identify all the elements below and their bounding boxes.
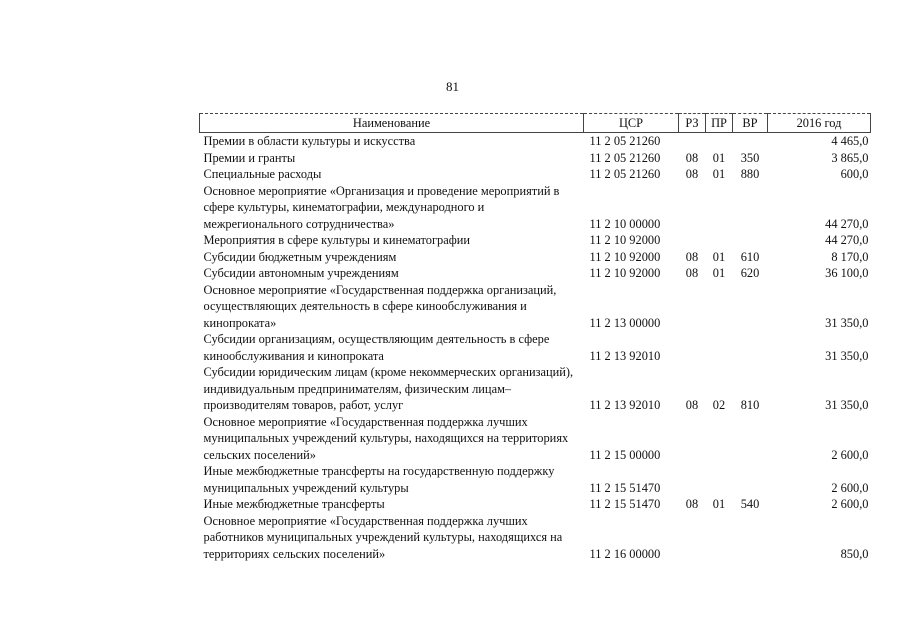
- cell-rz: 08: [685, 266, 699, 280]
- cell-name: Основное мероприятие «Организация и проведение мероприятий в сфере культуры, кинематографии, международного и межрегионального сотрудничества»: [203, 183, 560, 231]
- cell-amount: 3 865,0: [831, 150, 869, 165]
- cell-vr: [733, 414, 768, 464]
- cell-pr: 01: [712, 167, 726, 181]
- cell-csr: 11 2 15 51470: [589, 497, 661, 511]
- cell-vr: [733, 463, 768, 496]
- cell-pr: 01: [712, 249, 726, 264]
- cell-amount: 8 170,0: [831, 249, 869, 264]
- cell-csr: 11 2 10 92000: [589, 233, 661, 247]
- table-row: [200, 232, 871, 249]
- cell-rz: 08: [685, 150, 699, 165]
- cell-vr: 540: [740, 497, 760, 511]
- cell-name: Субсидии юридическим лицам (кроме некоммерческих организаций), индивидуальным предпринимателям, физическим лицам–производителям товаров, работ, услуг: [203, 365, 574, 412]
- cell-name: Субсидии организациям, осуществляющим деятельность в сфере кинообслуживания и кинопроката: [203, 332, 550, 363]
- cell-rz: [679, 331, 706, 364]
- cell-amount: 44 270,0: [825, 233, 869, 247]
- cell-name: Иные межбюджетные трансферты на государственную поддержку муниципальных учреждений культуры: [203, 464, 555, 495]
- cell-rz: [679, 232, 706, 249]
- cell-vr: [733, 133, 768, 150]
- cell-pr: [706, 282, 733, 332]
- table-row: [200, 513, 871, 563]
- table-row: [200, 496, 871, 513]
- cell-rz: [679, 414, 706, 464]
- cell-amount: 31 350,0: [825, 315, 869, 330]
- cell-name: Премии в области культуры и искусства: [203, 134, 416, 148]
- cell-amount: 850,0: [840, 546, 869, 561]
- cell-rz: [679, 183, 706, 233]
- table-header: [200, 114, 871, 133]
- cell-pr: [706, 331, 733, 364]
- header-name: Наименование: [200, 114, 584, 133]
- cell-vr: 880: [740, 167, 760, 181]
- cell-amount: 31 350,0: [825, 348, 869, 363]
- budget-table: [199, 113, 871, 562]
- cell-pr: [706, 232, 733, 249]
- table-row: [200, 331, 871, 364]
- cell-pr: [706, 513, 733, 563]
- cell-vr: [733, 513, 768, 563]
- cell-vr: 620: [740, 266, 760, 280]
- cell-csr: 11 2 13 92010: [589, 398, 661, 412]
- cell-csr: 11 2 15 00000: [589, 447, 661, 462]
- cell-csr: 11 2 05 21260: [589, 134, 661, 148]
- cell-csr: 11 2 10 92000: [589, 249, 661, 264]
- cell-rz: [679, 133, 706, 150]
- table-row: [200, 249, 871, 266]
- cell-pr: [706, 133, 733, 150]
- table-row: [200, 463, 871, 496]
- table-row: [200, 282, 871, 332]
- cell-amount: 2 600,0: [831, 480, 869, 495]
- cell-csr: 11 2 15 51470: [589, 480, 661, 495]
- cell-csr: 11 2 10 92000: [589, 266, 661, 280]
- cell-rz: 08: [685, 249, 699, 264]
- table-row: [200, 150, 871, 167]
- cell-vr: 810: [740, 398, 760, 412]
- cell-amount: 31 350,0: [825, 398, 869, 412]
- table-body: [200, 133, 871, 563]
- cell-name: Премии и гранты: [203, 150, 296, 165]
- cell-name: Основное мероприятие «Государственная поддержка организаций, осуществляющих деятельность в сфере кинообслуживания и кинопроката»: [203, 282, 557, 330]
- cell-rz: 08: [685, 398, 699, 412]
- cell-amount: 44 270,0: [825, 216, 869, 231]
- cell-csr: 11 2 13 92010: [589, 348, 661, 363]
- cell-amount: 2 600,0: [831, 447, 869, 462]
- header-rz: РЗ: [679, 114, 706, 133]
- cell-csr: 11 2 05 21260: [589, 167, 661, 181]
- cell-pr: [706, 463, 733, 496]
- cell-vr: [733, 282, 768, 332]
- table-row: [200, 183, 871, 233]
- table-row: [200, 414, 871, 464]
- cell-rz: [679, 463, 706, 496]
- cell-name: Мероприятия в сфере культуры и кинематографии: [203, 233, 471, 247]
- cell-name: Иные межбюджетные трансферты: [203, 497, 385, 511]
- header-csr: ЦСР: [584, 114, 679, 133]
- header-vr: ВР: [733, 114, 768, 133]
- cell-name: Основное мероприятие «Государственная поддержка лучших работников муниципальных учреждений культуры, находящихся на территориях сельских поселений»: [203, 513, 563, 561]
- table-row: [200, 133, 871, 150]
- cell-name: Основное мероприятие «Государственная поддержка лучших муниципальных учреждений культуры, находящихся на территориях сельских поселений»: [203, 414, 569, 462]
- cell-name: Субсидии автономным учреждениям: [203, 266, 399, 280]
- cell-csr: 11 2 16 00000: [589, 546, 661, 561]
- cell-pr: [706, 414, 733, 464]
- table-row: [200, 166, 871, 183]
- table-header-row: [200, 114, 871, 133]
- cell-vr: [733, 232, 768, 249]
- cell-csr: 11 2 05 21260: [589, 150, 661, 165]
- table-row: [200, 265, 871, 282]
- header-pr: ПР: [706, 114, 733, 133]
- cell-amount: 2 600,0: [831, 497, 869, 511]
- cell-vr: [733, 331, 768, 364]
- header-amount: 2016 год: [768, 114, 871, 133]
- page-number: 81: [446, 79, 459, 94]
- cell-amount: 36 100,0: [825, 266, 869, 280]
- cell-name: Субсидии бюджетным учреждениям: [203, 249, 397, 264]
- cell-vr: 350: [740, 150, 760, 165]
- cell-csr: 11 2 10 00000: [589, 216, 661, 231]
- cell-amount: 600,0: [840, 167, 869, 181]
- cell-rz: 08: [685, 167, 699, 181]
- cell-vr: [733, 183, 768, 233]
- cell-csr: 11 2 13 00000: [589, 315, 661, 330]
- cell-vr: 610: [740, 249, 760, 264]
- cell-rz: [679, 282, 706, 332]
- cell-rz: 08: [685, 497, 699, 511]
- table-row: [200, 364, 871, 414]
- cell-amount: 4 465,0: [831, 134, 869, 148]
- cell-rz: [679, 513, 706, 563]
- cell-pr: [706, 183, 733, 233]
- cell-pr: 01: [712, 266, 726, 280]
- cell-pr: 01: [712, 150, 726, 165]
- cell-pr: 01: [712, 497, 726, 511]
- cell-name: Специальные расходы: [203, 167, 322, 181]
- cell-pr: 02: [712, 398, 726, 412]
